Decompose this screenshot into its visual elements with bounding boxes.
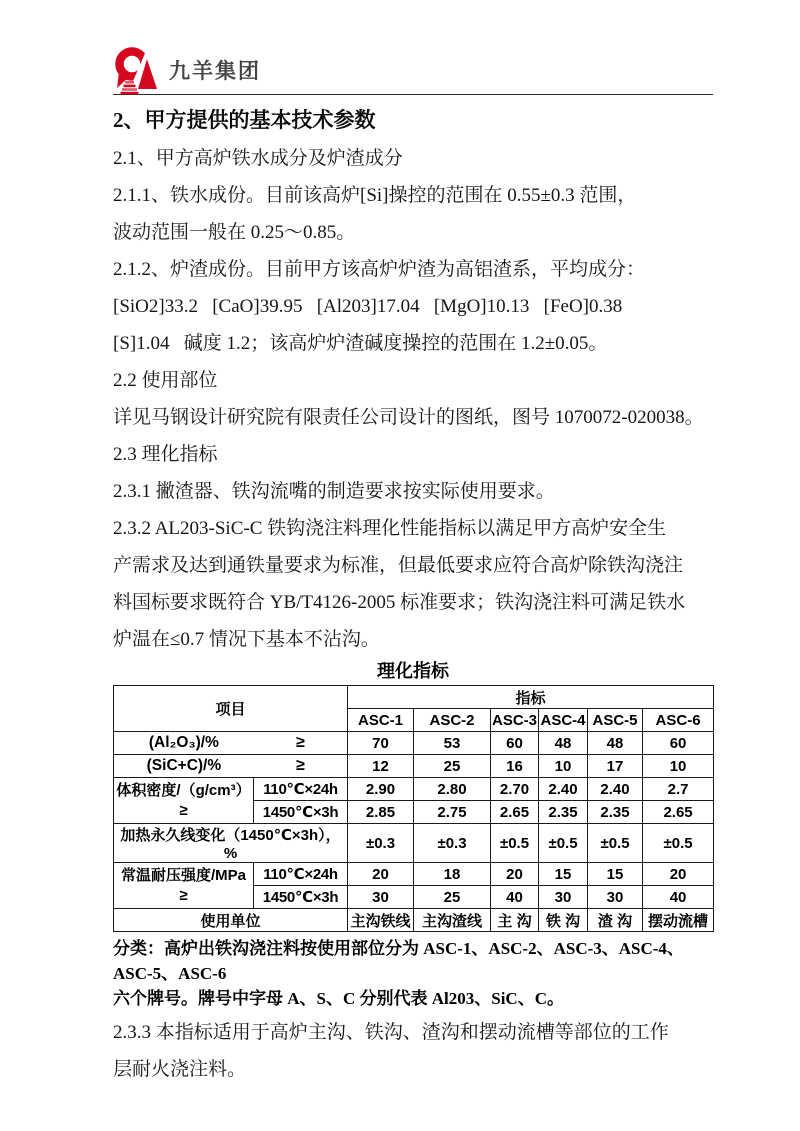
value-cell: 2.35 bbox=[539, 801, 588, 824]
value-cell: 20 bbox=[643, 863, 714, 886]
grade-header: ASC-3 bbox=[491, 709, 539, 732]
row-label-text: 常温耐压强度/MPa bbox=[120, 866, 246, 884]
paragraph-line: 2.3.3 本指标适用于高炉主沟、铁沟、渣沟和摆动流槽等部位的工作 bbox=[113, 1022, 669, 1043]
paragraph-line: 2.1、甲方高炉铁水成分及炉渣成分 bbox=[113, 148, 403, 169]
header-divider bbox=[113, 94, 713, 95]
section-2-3-1 bbox=[113, 473, 713, 510]
value-cell: 17 bbox=[588, 755, 643, 778]
value-cell: 铁 沟 bbox=[539, 909, 588, 932]
row-label-cell bbox=[114, 732, 348, 755]
condition-cell: 110℃×24h bbox=[254, 778, 348, 801]
value-cell: 30 bbox=[588, 886, 643, 909]
value-cell: 15 bbox=[588, 863, 643, 886]
table-header-row bbox=[114, 686, 714, 709]
gte-symbol: ≥ bbox=[179, 801, 188, 819]
value-cell: 2.65 bbox=[643, 801, 714, 824]
value-cell: 53 bbox=[414, 732, 491, 755]
paragraph-line: 波动范围一般在 0.25～0.85。 bbox=[113, 222, 356, 243]
table-title: 理化指标 bbox=[377, 661, 449, 681]
body-paragraphs bbox=[113, 140, 713, 658]
value-cell: 20 bbox=[491, 863, 539, 886]
value-cell: ±0.3 bbox=[414, 824, 491, 863]
value-cell: 40 bbox=[491, 886, 539, 909]
paragraph-line: 2.3 理化指标 bbox=[113, 444, 218, 465]
value-cell: 10 bbox=[539, 755, 588, 778]
paragraph-line: 2.1.2、炉渣成份。目前甲方该高炉炉渣为高铝渣系，平均成分： bbox=[113, 259, 646, 280]
section-2-3-3 bbox=[113, 1014, 713, 1088]
section-2-3-2 bbox=[113, 510, 713, 658]
row-label-text: (SiC+C)/% bbox=[146, 757, 222, 774]
company-logo bbox=[113, 46, 713, 94]
paragraph-line: [S]1.04 碱度 1.2；该高炉炉渣碱度操控的范围在 1.2±0.05。 bbox=[113, 333, 608, 354]
value-cell: 主沟铁线 bbox=[348, 909, 414, 932]
value-cell: ±0.5 bbox=[643, 824, 714, 863]
row-label-cell: 加热永久线变化（1450℃×3h），% bbox=[114, 824, 348, 863]
condition-cell: 1450℃×3h bbox=[254, 886, 348, 909]
row-label-cell bbox=[114, 863, 254, 909]
classification-note bbox=[113, 936, 713, 1011]
col-header-index: 指标 bbox=[348, 686, 714, 709]
value-cell: 16 bbox=[491, 755, 539, 778]
value-cell: 48 bbox=[588, 732, 643, 755]
value-cell: 2.35 bbox=[588, 801, 643, 824]
section-2-3 bbox=[113, 436, 713, 473]
value-cell: 2.40 bbox=[588, 778, 643, 801]
grade-header: ASC-1 bbox=[348, 709, 414, 732]
grade-header: ASC-2 bbox=[414, 709, 491, 732]
note-line: 六个牌号。牌号中字母 A、S、C 分别代表 Al203、SiC、C。 bbox=[113, 989, 564, 1008]
value-cell: 2.90 bbox=[348, 778, 414, 801]
table-row bbox=[114, 732, 714, 755]
value-cell: 30 bbox=[539, 886, 588, 909]
row-label-cell bbox=[114, 778, 254, 824]
value-cell: 48 bbox=[539, 732, 588, 755]
value-cell: 60 bbox=[491, 732, 539, 755]
value-cell: 18 bbox=[414, 863, 491, 886]
row-label-cell: 使用单位 bbox=[114, 909, 348, 932]
value-cell: 渣 沟 bbox=[588, 909, 643, 932]
section-2-1 bbox=[113, 140, 713, 177]
paragraph-line: 2.1.1、铁水成份。目前该高炉[Si]操控的范围在 0.55±0.3 范围， bbox=[113, 185, 637, 206]
paragraph-line: 料国标要求既符合 YB/T4126-2005 标准要求；铁沟浇注料可满足铁水 bbox=[113, 592, 686, 613]
value-cell: 2.75 bbox=[414, 801, 491, 824]
value-cell: 主 沟 bbox=[491, 909, 539, 932]
section-2-1-1 bbox=[113, 177, 713, 251]
value-cell: ±0.3 bbox=[348, 824, 414, 863]
value-cell: 25 bbox=[414, 886, 491, 909]
grade-header: ASC-5 bbox=[588, 709, 643, 732]
value-cell: 60 bbox=[643, 732, 714, 755]
value-cell: 70 bbox=[348, 732, 414, 755]
table-row bbox=[114, 909, 714, 932]
jiuyang-logo-icon bbox=[113, 45, 161, 95]
section-2-2 bbox=[113, 362, 713, 399]
value-cell: 2.80 bbox=[414, 778, 491, 801]
gte-symbol: ≥ bbox=[296, 757, 305, 774]
table-row bbox=[114, 824, 714, 863]
row-label-text: (Al₂O₃)/% bbox=[148, 734, 219, 751]
paragraph-line: 产需求及达到通铁量要求为标准，但最低要求应符合高炉除铁沟浇注 bbox=[113, 555, 684, 576]
gte-symbol: ≥ bbox=[296, 734, 305, 751]
gte-symbol: ≥ bbox=[179, 886, 188, 904]
value-cell: 2.40 bbox=[539, 778, 588, 801]
condition-cell: 110℃×24h bbox=[254, 863, 348, 886]
value-cell: 主沟渣线 bbox=[414, 909, 491, 932]
paragraph-line: 2.2 使用部位 bbox=[113, 370, 218, 391]
table-row bbox=[114, 863, 714, 886]
grade-header: ASC-4 bbox=[539, 709, 588, 732]
value-cell: 20 bbox=[348, 863, 414, 886]
section-2-1-2 bbox=[113, 251, 713, 362]
paragraph-line: 层耐火浇注料。 bbox=[113, 1059, 247, 1080]
row-label-cell bbox=[114, 755, 348, 778]
company-name: 九羊集团 bbox=[169, 60, 261, 83]
table-row bbox=[114, 778, 714, 801]
value-cell: 30 bbox=[348, 886, 414, 909]
value-cell: 15 bbox=[539, 863, 588, 886]
paragraph-line: 2.3.2 AL203-SiC-C 铁钩浇注料理化性能指标以满足甲方高炉安全生 bbox=[113, 518, 667, 539]
condition-cell: 1450℃×3h bbox=[254, 801, 348, 824]
split-label bbox=[114, 757, 347, 775]
document-header bbox=[113, 46, 713, 95]
split-label bbox=[114, 734, 347, 752]
paragraph-line: 2.3.1 撇渣器、铁沟流嘴的制造要求按实际使用要求。 bbox=[113, 481, 555, 502]
value-cell: 2.65 bbox=[491, 801, 539, 824]
value-cell: 10 bbox=[643, 755, 714, 778]
page-title: 2、甲方提供的基本技术参数 bbox=[113, 108, 376, 132]
value-cell: 12 bbox=[348, 755, 414, 778]
value-cell: ±0.5 bbox=[588, 824, 643, 863]
value-cell: 摆动流槽 bbox=[643, 909, 714, 932]
value-cell: 25 bbox=[414, 755, 491, 778]
value-cell: 2.7 bbox=[643, 778, 714, 801]
col-header-item: 项目 bbox=[114, 686, 348, 732]
paragraph-line: 详见马钢设计研究院有限责任公司设计的图纸，图号 1070072-020038。 bbox=[113, 407, 704, 428]
grade-header: ASC-6 bbox=[643, 709, 714, 732]
row-label-text: 体积密度/（g/cm³） bbox=[116, 781, 251, 799]
paragraph-line: 炉温在≤0.7 情况下基本不沾沟。 bbox=[113, 629, 380, 650]
note-line: 分类：高炉出铁沟浇注料按使用部位分为 ASC-1、ASC-2、ASC-3、ASC-4、ASC-5、ASC-6 bbox=[113, 939, 684, 983]
value-cell: 2.85 bbox=[348, 801, 414, 824]
value-cell: ±0.5 bbox=[491, 824, 539, 863]
paragraph-line: [SiO2]33.2 [CaO]39.95 [Al203]17.04 [MgO]10.13 [FeO]0.38 bbox=[113, 296, 623, 317]
table-row bbox=[114, 755, 714, 778]
value-cell: 40 bbox=[643, 886, 714, 909]
section-2-2-body bbox=[113, 399, 713, 436]
value-cell: 2.70 bbox=[491, 778, 539, 801]
spec-table bbox=[113, 685, 714, 932]
value-cell: ±0.5 bbox=[539, 824, 588, 863]
